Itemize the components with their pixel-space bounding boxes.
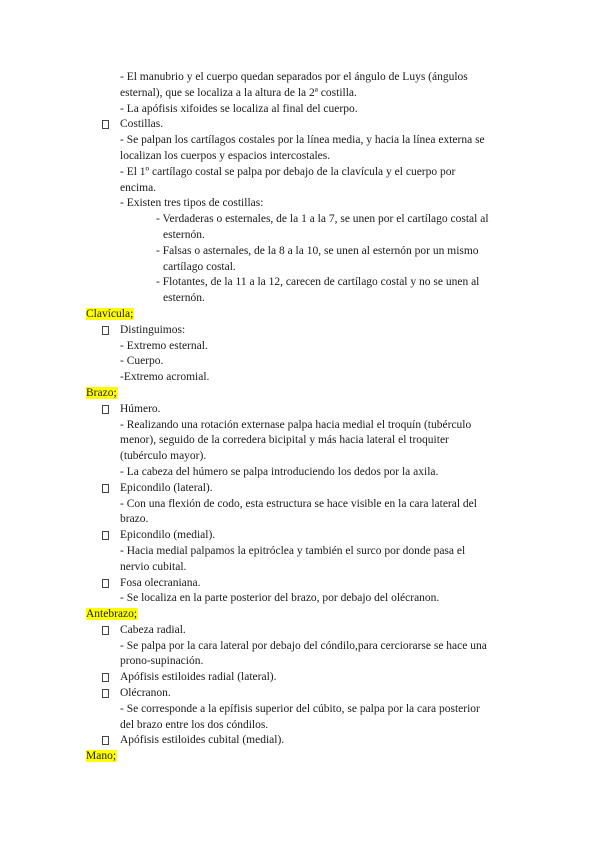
line-text: - La apófisis xifoides se localiza al final del cuerpo.	[120, 102, 358, 115]
line-text: - Cuerpo.	[120, 355, 164, 368]
text-line	[0, 718, 600, 734]
bullet-text: Olécranon.	[120, 687, 171, 700]
text-line	[0, 654, 600, 670]
bullet-text: Epicondilo (lateral).	[120, 481, 213, 494]
line-text: brazo.	[120, 513, 149, 526]
nested-text-line	[0, 212, 600, 228]
text-line	[0, 102, 600, 118]
bullet-square-icon	[102, 736, 109, 745]
section-heading	[0, 386, 600, 402]
nested-text-line	[0, 244, 600, 260]
text-line	[0, 370, 600, 386]
text-line	[0, 449, 600, 465]
bullet-item	[0, 733, 600, 749]
text-line	[0, 196, 600, 212]
text-line	[0, 544, 600, 560]
text-line	[0, 70, 600, 86]
bullet-item	[0, 576, 600, 592]
bullet-square-icon	[102, 531, 109, 540]
line-text: menor), seguido de la corredera bicipital y más hacia lateral el troquiter	[120, 434, 449, 447]
line-text: - Verdaderas o esternales, de la 1 a la 7, se unen por el cartílago costal al	[156, 213, 489, 226]
bullet-text: Fosa olecraniana.	[120, 576, 201, 589]
nested-text-line	[0, 291, 600, 307]
line-text: - Se corresponde a la epífisis superior del cúbito, se palpa por la cara posterior	[120, 702, 480, 715]
nested-text-line	[0, 228, 600, 244]
text-line	[0, 418, 600, 434]
line-text: - Se localiza en la parte posterior del brazo, por debajo del olécranon.	[120, 592, 440, 605]
bullet-item	[0, 686, 600, 702]
bullet-square-icon	[102, 405, 109, 414]
section-heading-text: Antebrazo;	[86, 608, 138, 621]
bullet-square-icon	[102, 120, 109, 129]
line-text: (tubérculo mayor).	[120, 450, 207, 463]
bullet-square-icon	[102, 689, 109, 698]
line-text: - Falsas o asternales, de la 8 a la 10, se unen al esternón por un mismo	[156, 244, 479, 257]
bullet-text: Húmero.	[120, 402, 161, 415]
bullet-item	[0, 117, 600, 133]
line-text: encima.	[120, 181, 157, 194]
section-heading	[0, 607, 600, 623]
text-line	[0, 639, 600, 655]
line-text: - Extremo esternal.	[120, 339, 208, 352]
bullet-square-icon	[102, 626, 109, 635]
bullet-text: Cabeza radial.	[120, 623, 186, 636]
bullet-text: Costillas.	[120, 118, 164, 131]
line-text: -Extremo acromial.	[120, 371, 210, 384]
line-text: del brazo entre los dos cóndilos.	[120, 718, 269, 731]
bullet-square-icon	[102, 673, 109, 682]
text-line	[0, 560, 600, 576]
line-text: esternal), que se localiza a la altura de la 2ª costilla.	[120, 86, 357, 99]
section-heading-text: Mano;	[86, 750, 117, 763]
line-text: - Flotantes, de la 11 a la 12, carecen de cartílago costal y no se unen al	[156, 276, 480, 289]
nested-text-line	[0, 260, 600, 276]
text-line	[0, 702, 600, 718]
line-text: localizan los cuerpos y espacios intercostales.	[120, 149, 331, 162]
text-line	[0, 465, 600, 481]
bullet-item	[0, 528, 600, 544]
line-text: - Hacia medial palpamos la epitróclea y también el surco por donde pasa el	[120, 544, 466, 557]
text-line	[0, 133, 600, 149]
section-heading	[0, 307, 600, 323]
text-line	[0, 497, 600, 513]
line-text: - Realizando una rotación externase palpa hacia medial el troquín (tubérculo	[120, 418, 472, 431]
line-text: - El 1º cartílago costal se palpa por debajo de la clavícula y el cuerpo por	[120, 165, 456, 178]
bullet-item	[0, 402, 600, 418]
bullet-item	[0, 323, 600, 339]
bullet-item	[0, 623, 600, 639]
text-line	[0, 181, 600, 197]
section-heading-text: Brazo;	[86, 386, 117, 399]
text-line	[0, 591, 600, 607]
line-text: - Con una flexión de codo, esta estructura se hace visible en la cara lateral del	[120, 497, 477, 510]
bullet-text: Apófisis estiloides cubital (medial).	[120, 734, 285, 747]
bullet-text: Distinguimos:	[120, 323, 186, 336]
bullet-square-icon	[102, 326, 109, 335]
text-line	[0, 86, 600, 102]
bullet-item	[0, 670, 600, 686]
text-line	[0, 433, 600, 449]
text-line	[0, 165, 600, 181]
line-text: esternón.	[163, 292, 205, 305]
bullet-item	[0, 481, 600, 497]
document-page	[0, 70, 600, 765]
line-text: - Se palpan los cartílagos costales por la línea media, y hacia la línea externa se	[120, 134, 485, 147]
text-line	[0, 354, 600, 370]
bullet-square-icon	[102, 484, 109, 493]
text-line	[0, 512, 600, 528]
nested-text-line	[0, 275, 600, 291]
text-line	[0, 149, 600, 165]
section-heading-text: Clavícula;	[86, 307, 134, 320]
line-text: - Se palpa por la cara lateral por debajo del cóndilo,para cerciorarse se hace una	[120, 639, 487, 652]
line-text: prono-supinación.	[120, 655, 204, 668]
bullet-text: Apófisis estiloides radial (lateral).	[120, 671, 277, 684]
line-text: nervio cubital.	[120, 560, 187, 573]
line-text: - Existen tres tipos de costillas:	[120, 197, 264, 210]
line-text: cartílago costal.	[163, 260, 236, 273]
line-text: esternón.	[163, 228, 205, 241]
line-text: - El manubrio y el cuerpo quedan separados por el ángulo de Luys (ángulos	[120, 71, 468, 83]
bullet-square-icon	[102, 579, 109, 588]
section-heading	[0, 749, 600, 765]
bullet-text: Epicondilo (medial).	[120, 529, 216, 542]
text-line	[0, 339, 600, 355]
line-text: - La cabeza del húmero se palpa introduciendo los dedos por la axila.	[120, 465, 439, 478]
